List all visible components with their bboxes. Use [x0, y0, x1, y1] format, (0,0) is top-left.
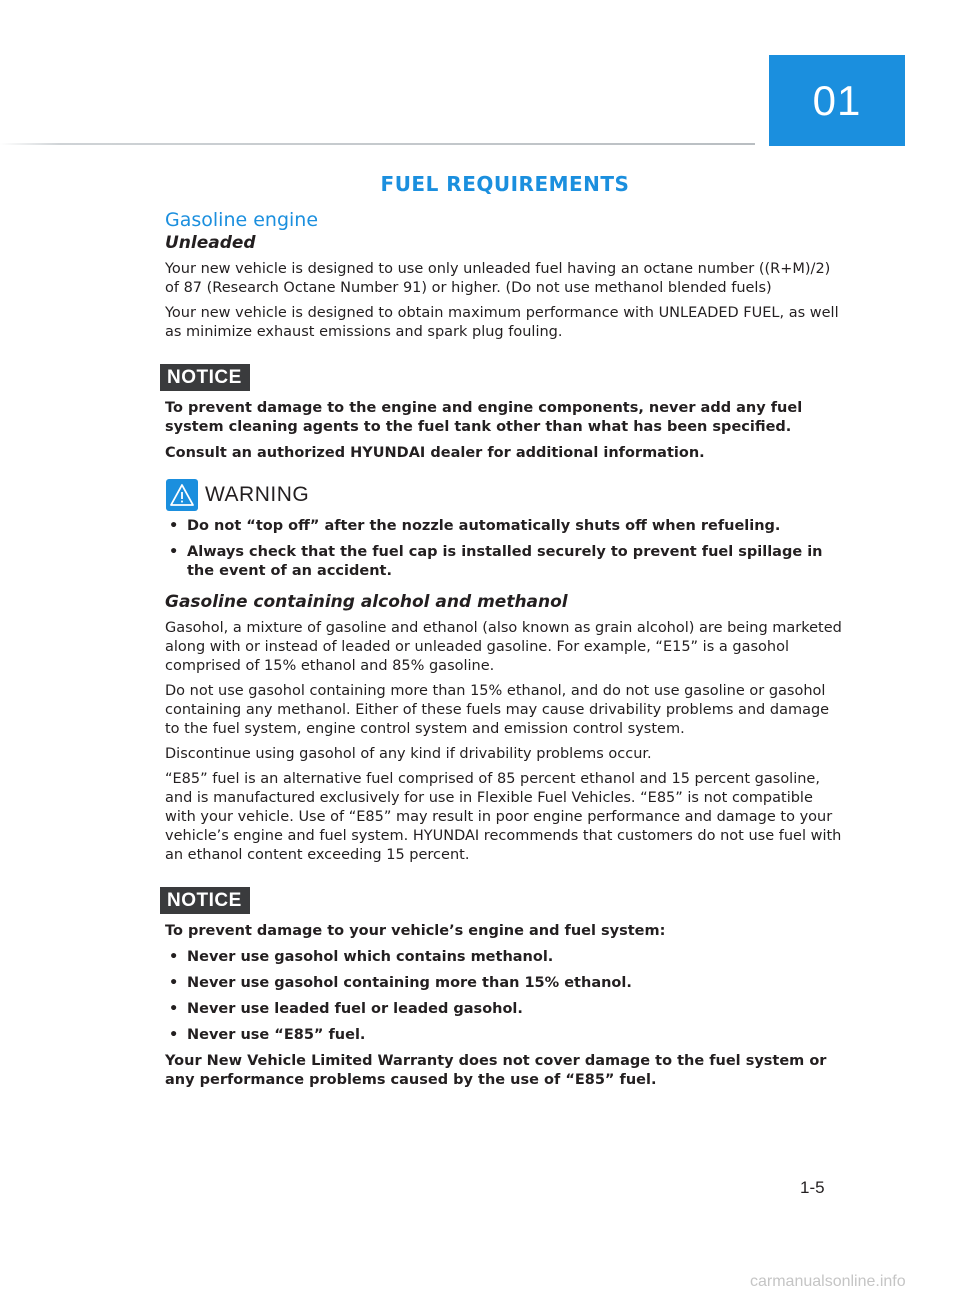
- notice-1-paragraph-2: Consult an authorized HYUNDAI dealer for additional information.: [165, 445, 705, 461]
- notice-badge-1: NOTICE: [160, 364, 250, 391]
- notice-2-outro: Your New Vehicle Limited Warranty does not cover damage to the fuel system or any performance problems caused by the use of “E85” fuel.: [165, 1053, 827, 1088]
- page-number: 1-5: [800, 1178, 825, 1197]
- watermark: carmanualsonline.info: [750, 1273, 906, 1290]
- unleaded-heading: Unleaded: [165, 233, 256, 253]
- alcohol-paragraph-2: Do not use gasohol containing more than 15% ethanol, and do not use gasoline or gasohol containing any methanol. Either of these fuels may cause drivability problems and damage to the fuel system, engine control system and emission control system.: [165, 683, 830, 737]
- notice-2-intro: To prevent damage to your vehicle’s engine and fuel system:: [165, 923, 666, 939]
- notice-item: • Never use leaded fuel or leaded gasohol.: [165, 1000, 845, 1019]
- warning-header: [166, 479, 845, 511]
- alcohol-paragraph-1: Gasohol, a mixture of gasoline and ethanol (also known as grain alcohol) are being marketed along with or instead of leaded or unleaded gasoline. For example, “E15” is a gasohol comprised of 15% ethanol and 85% gasoline.: [165, 620, 842, 674]
- unleaded-paragraph-2: Your new vehicle is designed to obtain maximum performance with UNLEADED FUEL, as well as minimize exhaust emissions and spark plug fouling.: [165, 305, 839, 340]
- notice-item: • Never use gasohol containing more than 15% ethanol.: [165, 974, 845, 993]
- warning-item: • Always check that the fuel cap is installed securely to prevent fuel spillage in the event of an accident.: [165, 543, 845, 581]
- page-title: FUEL REQUIREMENTS: [380, 172, 630, 196]
- warning-list: [165, 517, 845, 581]
- warning-label: WARNING: [205, 483, 310, 506]
- warning-triangle-icon: [166, 479, 198, 511]
- notice-item: • Never use “E85” fuel.: [165, 1026, 845, 1045]
- alcohol-paragraph-4: “E85” fuel is an alternative fuel comprised of 85 percent ethanol and 15 percent gasoline, and is manufactured exclusively for use in Flexible Fuel Vehicles. “E85” is not compatible with your vehicle. Use of “E85” may result in poor engine performance and damage to your vehicle’s engine and fuel system. HYUNDAI recommends that customers do not use fuel with an ethanol content exceeding 15 percent.: [165, 771, 842, 863]
- warning-item: • Do not “top off” after the nozzle automatically shuts off when refueling.: [165, 517, 845, 536]
- page-content: [165, 206, 845, 1097]
- notice-item: • Never use gasohol which contains methanol.: [165, 948, 845, 967]
- chapter-tab: 01: [769, 55, 905, 146]
- unleaded-paragraph-1: Your new vehicle is designed to use only unleaded fuel having an octane number ((R+M)/2) of 87 (Research Octane Number 91) or higher. (Do not use methanol blended fuels): [165, 261, 831, 296]
- alcohol-paragraph-3: Discontinue using gasohol of any kind if drivability problems occur.: [165, 746, 652, 762]
- alcohol-methanol-heading: Gasoline containing alcohol and methanol: [165, 592, 568, 612]
- notice-1-paragraph-1: To prevent damage to the engine and engine components, never add any fuel system cleaning agents to the fuel tank other than what has been specified.: [165, 400, 803, 435]
- chapter-divider-line: [0, 143, 755, 145]
- notice-badge-2: NOTICE: [160, 887, 250, 914]
- gasoline-engine-heading: Gasoline engine: [165, 209, 319, 231]
- notice-2-list: [165, 948, 845, 1045]
